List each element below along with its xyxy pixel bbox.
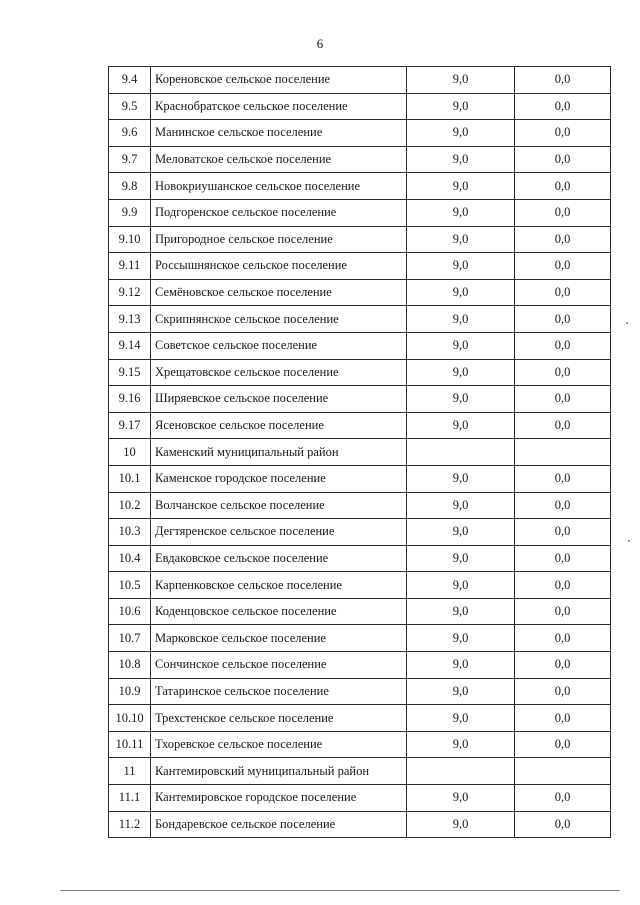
table-row bbox=[109, 226, 611, 253]
row-number-cell: 9.14 bbox=[109, 332, 151, 359]
settlement-name-cell: Подгоренское сельское поселение bbox=[151, 199, 407, 226]
value-2-cell: 0,0 bbox=[515, 465, 611, 492]
row-number-cell: 10.2 bbox=[109, 492, 151, 519]
value-2-cell: 0,0 bbox=[515, 519, 611, 546]
settlement-name-cell: Манинское сельское поселение bbox=[151, 120, 407, 147]
table-row bbox=[109, 492, 611, 519]
value-2-cell: 0,0 bbox=[515, 173, 611, 200]
row-number-cell: 10.3 bbox=[109, 519, 151, 546]
settlement-name-cell: Советское сельское поселение bbox=[151, 332, 407, 359]
settlement-name-cell: Новокриушанское сельское поселение bbox=[151, 173, 407, 200]
scan-speck bbox=[628, 540, 630, 542]
row-number-cell: 9.16 bbox=[109, 386, 151, 413]
table-row bbox=[109, 785, 611, 812]
row-number-cell: 11.1 bbox=[109, 785, 151, 812]
settlement-name-cell: Тхоревское сельское поселение bbox=[151, 731, 407, 758]
value-1-cell: 9,0 bbox=[407, 678, 515, 705]
row-number-cell: 9.7 bbox=[109, 146, 151, 173]
table-row bbox=[109, 93, 611, 120]
value-2-cell: 0,0 bbox=[515, 332, 611, 359]
scan-speck bbox=[626, 322, 628, 324]
row-number-cell: 9.17 bbox=[109, 412, 151, 439]
row-number-cell: 9.8 bbox=[109, 173, 151, 200]
settlement-name-cell: Скрипнянское сельское поселение bbox=[151, 306, 407, 333]
value-1-cell: 9,0 bbox=[407, 93, 515, 120]
value-2-cell: 0,0 bbox=[515, 279, 611, 306]
value-1-cell: 9,0 bbox=[407, 785, 515, 812]
row-number-cell: 10.1 bbox=[109, 465, 151, 492]
value-2-cell: 0,0 bbox=[515, 598, 611, 625]
value-2-cell: 0,0 bbox=[515, 386, 611, 413]
row-number-cell: 11 bbox=[109, 758, 151, 785]
row-number-cell: 10.9 bbox=[109, 678, 151, 705]
settlement-name-cell: Татаринское сельское поселение bbox=[151, 678, 407, 705]
value-1-cell: 9,0 bbox=[407, 731, 515, 758]
value-1-cell: 9,0 bbox=[407, 332, 515, 359]
row-number-cell: 9.6 bbox=[109, 120, 151, 147]
table-row bbox=[109, 173, 611, 200]
row-number-cell: 9.5 bbox=[109, 93, 151, 120]
table-row bbox=[109, 758, 611, 785]
settlement-name-cell: Бондаревское сельское поселение bbox=[151, 811, 407, 838]
value-2-cell: 0,0 bbox=[515, 412, 611, 439]
value-1-cell bbox=[407, 439, 515, 466]
table-row bbox=[109, 253, 611, 280]
row-number-cell: 9.11 bbox=[109, 253, 151, 280]
value-2-cell: 0,0 bbox=[515, 572, 611, 599]
value-1-cell: 9,0 bbox=[407, 253, 515, 280]
settlement-name-cell: Кореновское сельское поселение bbox=[151, 67, 407, 94]
table-row bbox=[109, 598, 611, 625]
table-row bbox=[109, 572, 611, 599]
row-number-cell: 10.8 bbox=[109, 652, 151, 679]
row-number-cell: 9.15 bbox=[109, 359, 151, 386]
table-row bbox=[109, 279, 611, 306]
value-2-cell: 0,0 bbox=[515, 93, 611, 120]
value-1-cell: 9,0 bbox=[407, 519, 515, 546]
settlement-name-cell: Кантемировское городское поселение bbox=[151, 785, 407, 812]
value-2-cell: 0,0 bbox=[515, 120, 611, 147]
value-1-cell: 9,0 bbox=[407, 652, 515, 679]
table-body bbox=[109, 67, 611, 838]
row-number-cell: 10.5 bbox=[109, 572, 151, 599]
table-row bbox=[109, 731, 611, 758]
value-1-cell: 9,0 bbox=[407, 67, 515, 94]
value-2-cell: 0,0 bbox=[515, 545, 611, 572]
settlement-name-cell: Меловатское сельское поселение bbox=[151, 146, 407, 173]
table-row bbox=[109, 199, 611, 226]
table-row bbox=[109, 412, 611, 439]
value-2-cell: 0,0 bbox=[515, 492, 611, 519]
table-row bbox=[109, 652, 611, 679]
table-row bbox=[109, 359, 611, 386]
table-row bbox=[109, 811, 611, 838]
value-1-cell: 9,0 bbox=[407, 811, 515, 838]
value-1-cell: 9,0 bbox=[407, 199, 515, 226]
value-1-cell: 9,0 bbox=[407, 306, 515, 333]
settlement-name-cell: Каменское городское поселение bbox=[151, 465, 407, 492]
value-2-cell: 0,0 bbox=[515, 705, 611, 732]
settlement-name-cell: Хрещатовское сельское поселение bbox=[151, 359, 407, 386]
value-1-cell: 9,0 bbox=[407, 625, 515, 652]
settlement-name-cell: Трехстенское сельское поселение bbox=[151, 705, 407, 732]
row-number-cell: 9.9 bbox=[109, 199, 151, 226]
row-number-cell: 9.13 bbox=[109, 306, 151, 333]
table-row bbox=[109, 67, 611, 94]
settlement-name-cell: Россышнянское сельское поселение bbox=[151, 253, 407, 280]
row-number-cell: 10.4 bbox=[109, 545, 151, 572]
settlement-name-cell: Дегтяренское сельское поселение bbox=[151, 519, 407, 546]
value-2-cell: 0,0 bbox=[515, 146, 611, 173]
row-number-cell: 10.10 bbox=[109, 705, 151, 732]
value-2-cell: 0,0 bbox=[515, 199, 611, 226]
value-2-cell: 0,0 bbox=[515, 67, 611, 94]
row-number-cell: 9.4 bbox=[109, 67, 151, 94]
settlement-name-cell: Коденцовское сельское поселение bbox=[151, 598, 407, 625]
table-row bbox=[109, 332, 611, 359]
value-2-cell bbox=[515, 439, 611, 466]
value-1-cell: 9,0 bbox=[407, 598, 515, 625]
settlement-name-cell: Краснобратское сельское поселение bbox=[151, 93, 407, 120]
table-row bbox=[109, 519, 611, 546]
settlement-name-cell: Волчанское сельское поселение bbox=[151, 492, 407, 519]
value-2-cell: 0,0 bbox=[515, 811, 611, 838]
settlement-name-cell: Семёновское сельское поселение bbox=[151, 279, 407, 306]
value-2-cell: 0,0 bbox=[515, 785, 611, 812]
value-2-cell: 0,0 bbox=[515, 359, 611, 386]
row-number-cell: 10.11 bbox=[109, 731, 151, 758]
table-row bbox=[109, 146, 611, 173]
settlement-name-cell: Пригородное сельское поселение bbox=[151, 226, 407, 253]
settlement-name-cell: Марковское сельское поселение bbox=[151, 625, 407, 652]
value-1-cell: 9,0 bbox=[407, 359, 515, 386]
value-1-cell: 9,0 bbox=[407, 279, 515, 306]
value-1-cell: 9,0 bbox=[407, 465, 515, 492]
value-2-cell: 0,0 bbox=[515, 625, 611, 652]
settlement-name-cell: Сончинское сельское поселение bbox=[151, 652, 407, 679]
value-1-cell: 9,0 bbox=[407, 146, 515, 173]
settlement-name-cell: Ясеновское сельское поселение bbox=[151, 412, 407, 439]
settlement-name-cell: Ширяевское сельское поселение bbox=[151, 386, 407, 413]
footer-divider bbox=[60, 890, 620, 891]
settlement-name-cell: Карпенковское сельское поселение bbox=[151, 572, 407, 599]
row-number-cell: 10.7 bbox=[109, 625, 151, 652]
data-table bbox=[108, 66, 611, 838]
row-number-cell: 10.6 bbox=[109, 598, 151, 625]
value-1-cell: 9,0 bbox=[407, 412, 515, 439]
value-1-cell: 9,0 bbox=[407, 705, 515, 732]
table-row bbox=[109, 465, 611, 492]
row-number-cell: 9.12 bbox=[109, 279, 151, 306]
table-row bbox=[109, 545, 611, 572]
value-2-cell: 0,0 bbox=[515, 226, 611, 253]
table-row bbox=[109, 306, 611, 333]
value-1-cell: 9,0 bbox=[407, 492, 515, 519]
value-2-cell: 0,0 bbox=[515, 731, 611, 758]
row-number-cell: 9.10 bbox=[109, 226, 151, 253]
value-2-cell bbox=[515, 758, 611, 785]
value-2-cell: 0,0 bbox=[515, 253, 611, 280]
settlement-name-cell: Каменский муниципальный район bbox=[151, 439, 407, 466]
row-number-cell: 11.2 bbox=[109, 811, 151, 838]
table-row bbox=[109, 120, 611, 147]
settlement-name-cell: Кантемировский муниципальный район bbox=[151, 758, 407, 785]
row-number-cell: 10 bbox=[109, 439, 151, 466]
value-1-cell: 9,0 bbox=[407, 572, 515, 599]
settlement-name-cell: Евдаковское сельское поселение bbox=[151, 545, 407, 572]
value-1-cell: 9,0 bbox=[407, 120, 515, 147]
page-number: 6 bbox=[316, 36, 324, 51]
table-row bbox=[109, 705, 611, 732]
value-1-cell: 9,0 bbox=[407, 545, 515, 572]
value-2-cell: 0,0 bbox=[515, 678, 611, 705]
table-row bbox=[109, 625, 611, 652]
value-1-cell bbox=[407, 758, 515, 785]
table-row bbox=[109, 678, 611, 705]
value-1-cell: 9,0 bbox=[407, 173, 515, 200]
value-1-cell: 9,0 bbox=[407, 386, 515, 413]
value-2-cell: 0,0 bbox=[515, 652, 611, 679]
value-1-cell: 9,0 bbox=[407, 226, 515, 253]
value-2-cell: 0,0 bbox=[515, 306, 611, 333]
table-row bbox=[109, 439, 611, 466]
table-row bbox=[109, 386, 611, 413]
